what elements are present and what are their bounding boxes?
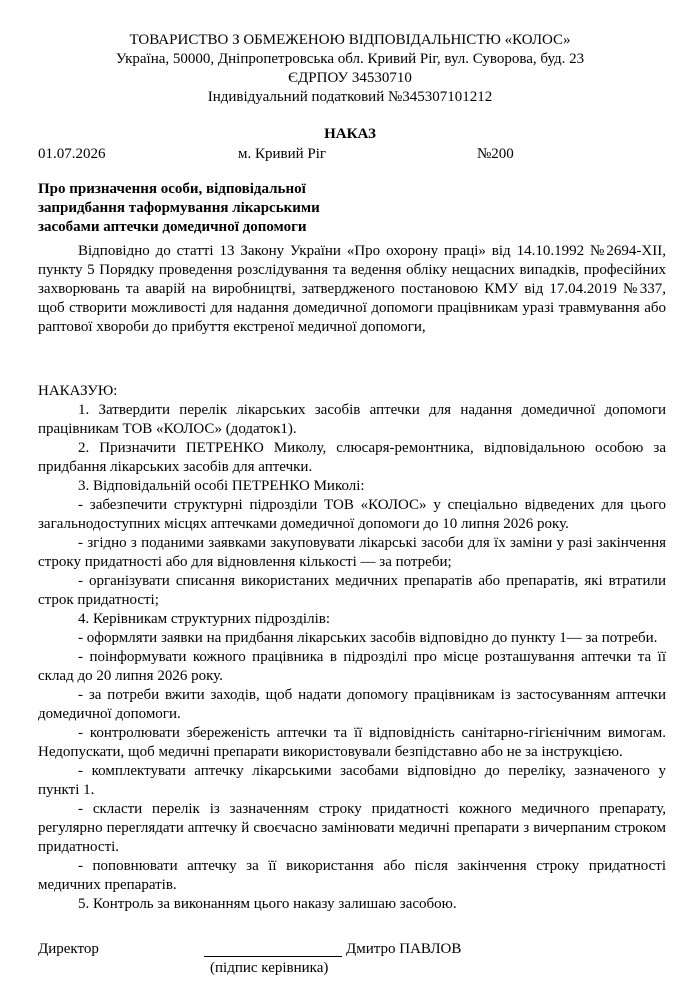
order-subject bbox=[38, 180, 368, 237]
order-number: №200 bbox=[477, 146, 514, 162]
list-item: - скласти перелік із зазначенням строку придатності кожного медичного препарату, регулярно переглядати аптечку й своєчасно замінювати медичні препарати з вичерпаним строком придатності. bbox=[38, 801, 666, 855]
subject-line: Про призначення особи, відповідальної bbox=[38, 181, 306, 197]
order-date: 01.07.2026 bbox=[38, 146, 106, 162]
company-name: ТОВАРИСТВО З ОБМЕЖЕНОЮ ВІДПОВІДАЛЬНІСТЮ «КОЛОС» bbox=[129, 32, 571, 48]
subject-line: запридбання таформування лікарськими bbox=[38, 200, 320, 216]
signature-name: Дмитро ПАВЛОВ bbox=[346, 941, 462, 957]
list-item: 3. Відповідальній особі ПЕТРЕНКО Миколі: bbox=[78, 478, 365, 494]
signature-caption: (підпис керівника) bbox=[210, 960, 329, 976]
company-edrpou: ЄДРПОУ 34530710 bbox=[288, 70, 412, 86]
order-word: НАКАЗУЮ: bbox=[38, 383, 118, 399]
list-item: 2. Призначити ПЕТРЕНКО Миколу, слюсаря-ремонтника, відповідальною особою за придбання лікарських засобів для аптечки. bbox=[38, 440, 666, 475]
signature-line bbox=[204, 940, 342, 957]
list-item: - за потреби вжити заходів, щоб надати допомогу працівникам із застосуванням аптечки домедичної допомоги. bbox=[38, 687, 666, 722]
list-item: 1. Затвердити перелік лікарських засобів аптечки для надання домедичної допомоги працівникам ТОВ «КОЛОС» (додаток1). bbox=[38, 402, 666, 437]
order-title: НАКАЗ bbox=[324, 126, 376, 142]
preamble-text: Відповідно до статті 13 Закону України «Про охорону праці» від 14.10.1992 №2694-XII, пункту 5 Порядку проведення розслідування та ведення обліку нещасних випадків, професійних захворювань та аварій на виробництві, затвердженого постановою КМУ від 17.04.2019 №337, щоб створити можливості для надання домедичної допомоги працівникам уразі травмування або раптової хвороби до прибуття екстреної медичної допомоги, bbox=[38, 243, 666, 335]
list-item: - комплектувати аптечку лікарськими засобами відповідно до переліку, зазначеного у пункті 1. bbox=[38, 763, 666, 798]
list-item: - організувати списання використаних медичних препаратів або препаратів, які втратили строк придатності; bbox=[38, 573, 666, 608]
list-item: - оформляти заявки на придбання лікарських засобів відповідно до пункту 1— за потреби. bbox=[78, 630, 658, 646]
list-item: - забезпечити структурні підрозділи ТОВ «КОЛОС» у спеціально відведених для цього загальнодоступних місцях аптечками домедичної допомоги до 10 липня 2026 року. bbox=[38, 497, 666, 532]
list-item: 5. Контроль за виконанням цього наказу залишаю засобою. bbox=[78, 896, 457, 912]
company-tax-id: Індивідуальний податковий №345307101212 bbox=[207, 89, 493, 105]
subject-line: засобами аптечки домедичної допомоги bbox=[38, 219, 307, 235]
order-city: м. Кривий Ріг bbox=[238, 146, 327, 162]
signature-role: Директор bbox=[38, 941, 99, 957]
company-address: Україна, 50000, Дніпропетровська обл. Кривий Ріг, вул. Суворова, буд. 23 bbox=[115, 51, 585, 67]
list-item: - згідно з поданими заявками закуповувати лікарські засоби для їх заміни у разі закінчення строку придатності або для відновлення кількості — за потреби; bbox=[38, 535, 666, 570]
list-item: 4. Керівникам структурних підрозділів: bbox=[78, 611, 330, 627]
list-item: - контролювати збереженість аптечки та її відповідність санітарно-гігієнічним вимогам. Недопускати, щоб медичні препарати використовували безпідставно або не за інструкцією. bbox=[38, 725, 666, 760]
preamble bbox=[38, 242, 666, 337]
list-item: - поінформувати кожного працівника в підрозділі про місце розташування аптечки та її склад до 20 липня 2026 року. bbox=[38, 649, 666, 684]
order-items bbox=[38, 401, 666, 914]
list-item: - поповнювати аптечку за її використання або після закінчення строку придатності медичних препаратів. bbox=[38, 858, 666, 893]
